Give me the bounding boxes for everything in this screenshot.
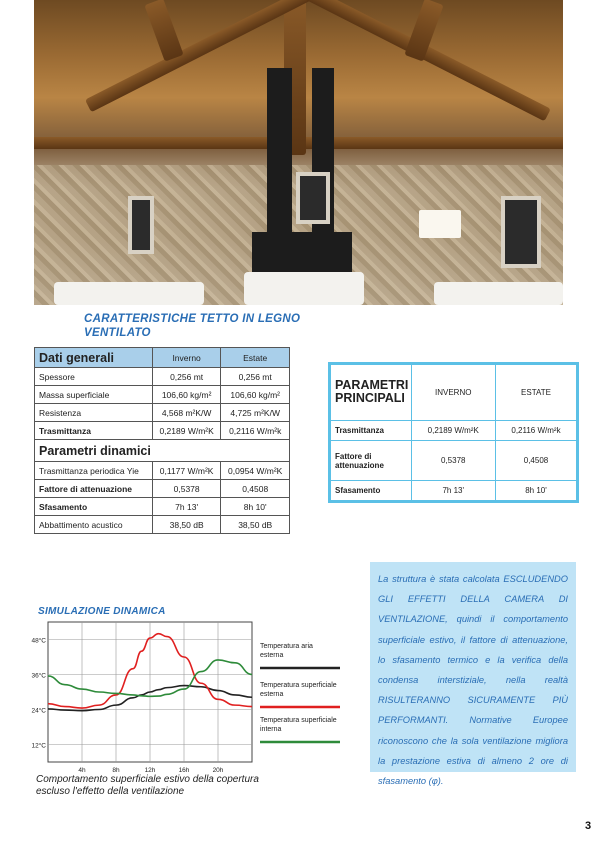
- general-table-header: [35, 348, 290, 368]
- x-tick-label: 4h: [78, 767, 86, 774]
- table-row: [35, 498, 290, 516]
- row-summer: 106,60 kg/m²: [221, 386, 290, 404]
- col-winter: Inverno: [152, 348, 221, 368]
- row-winter: 7h 13': [152, 498, 221, 516]
- main-params-heading: PARAMETRI PRINCIPALI: [331, 365, 411, 420]
- table-row: [331, 480, 576, 500]
- row-summer: 4,725 m²K/W: [221, 404, 290, 422]
- legend-label: Temperatura aria: [260, 643, 313, 650]
- table-row: [35, 516, 290, 534]
- table-row: [331, 441, 576, 480]
- row-summer: 8h 10': [221, 498, 290, 516]
- row-label: Spessore: [35, 368, 153, 386]
- y-tick-label: 12°C: [31, 742, 46, 750]
- general-data-table: [34, 347, 290, 534]
- table-row: [35, 368, 290, 386]
- table-row: [35, 422, 290, 440]
- row-summer: 38,50 dB: [221, 516, 290, 534]
- row-summer: 0,2116 W/m²k: [495, 420, 576, 441]
- dynamic-heading: Parametri dinamici: [35, 440, 221, 462]
- row-label: Abbattimento acustico: [35, 516, 153, 534]
- col-summer: ESTATE: [495, 365, 576, 420]
- chart-caption: Comportamento superficiale estivo della copertura escluso l'effetto della ventilazione: [36, 774, 259, 797]
- col-winter: INVERNO: [411, 365, 495, 420]
- y-tick-label: 24°C: [31, 707, 46, 715]
- row-label: Sfasamento: [35, 498, 153, 516]
- row-label: Sfasamento: [335, 485, 381, 495]
- page-number: 3: [585, 820, 592, 832]
- row-summer: 8h 10': [495, 480, 576, 500]
- row-winter: 0,2189 W/m²K: [152, 422, 221, 440]
- col-summer: Estate: [221, 348, 290, 368]
- legend-label: Temperatura superficiale: [260, 717, 337, 724]
- y-tick-label: 36°C: [31, 672, 46, 680]
- table-row: [35, 480, 290, 498]
- legend-label: Temperatura superficiale: [260, 682, 337, 689]
- x-tick-label: 8h: [112, 767, 120, 774]
- roof-interior-photo: [34, 0, 563, 305]
- general-heading: Dati generali: [35, 348, 153, 368]
- row-label: Trasmittanza: [35, 422, 153, 440]
- chart-title: SIMULAZIONE DINAMICA: [38, 606, 166, 617]
- row-summer: 0,256 mt: [221, 368, 290, 386]
- row-winter: 7h 13': [411, 480, 495, 500]
- row-winter: 4,568 m²K/W: [152, 404, 221, 422]
- row-winter: 0,5378: [152, 480, 221, 498]
- row-winter: 0,5378: [411, 441, 495, 480]
- row-label: Massa superficiale: [35, 386, 153, 404]
- dynamic-params-header: [35, 440, 290, 462]
- table-row: [35, 404, 290, 422]
- temperature-chart: [28, 618, 348, 778]
- blank-cell: [221, 440, 290, 462]
- row-winter: 38,50 dB: [152, 516, 221, 534]
- row-winter: 106,60 kg/m²: [152, 386, 221, 404]
- row-summer: 0,4508: [495, 441, 576, 480]
- table-row: [35, 462, 290, 480]
- x-tick-label: 12h: [144, 767, 156, 774]
- main-params-table: [331, 365, 576, 500]
- legend-label: interna: [260, 726, 282, 733]
- row-winter: 0,1177 W/m²K: [152, 462, 221, 480]
- y-tick-label: 48°C: [31, 637, 46, 645]
- row-label: Trasmittanza periodica Yie: [35, 462, 153, 480]
- table-header-row: [331, 365, 576, 420]
- row-winter: 0,256 mt: [152, 368, 221, 386]
- row-label: Fattore di attenuazione: [331, 441, 411, 480]
- x-tick-label: 20h: [212, 767, 224, 774]
- row-winter: 0,2189 W/m²K: [411, 420, 495, 441]
- table-row: [35, 386, 290, 404]
- ventilation-note: La struttura è stata calcolata ESCLUDENDO GLI EFFETTI DELLA CAMERA DI VENTILAZIONE, quindi il comportamento superficiale estivo, il fattore di attenuazione, lo sfasamento termico e la verifica della condensa interstiziale, nella realtà RISULTERANNO SICURAMENTE PIÙ PERFORMANTI. Normative Europee riconoscono che la sola ventilazione migliora la prestazione estiva di almeno 2 ore di sfasamento (φ).: [370, 562, 576, 772]
- row-label: Resistenza: [35, 404, 153, 422]
- table-row: [331, 420, 576, 441]
- row-label: Fattore di attenuazione: [35, 480, 153, 498]
- legend-label: esterna: [260, 652, 284, 659]
- legend-label: esterna: [260, 691, 284, 698]
- row-summer: 0,2116 W/m²k: [221, 422, 290, 440]
- main-params-box: [328, 362, 579, 503]
- section-title: CARATTERISTICHE TETTO IN LEGNO VENTILATO: [84, 313, 301, 339]
- row-summer: 0,4508: [221, 480, 290, 498]
- row-label: Trasmittanza: [331, 420, 411, 441]
- row-summer: 0,0954 W/m²K: [221, 462, 290, 480]
- x-tick-label: 16h: [178, 767, 190, 774]
